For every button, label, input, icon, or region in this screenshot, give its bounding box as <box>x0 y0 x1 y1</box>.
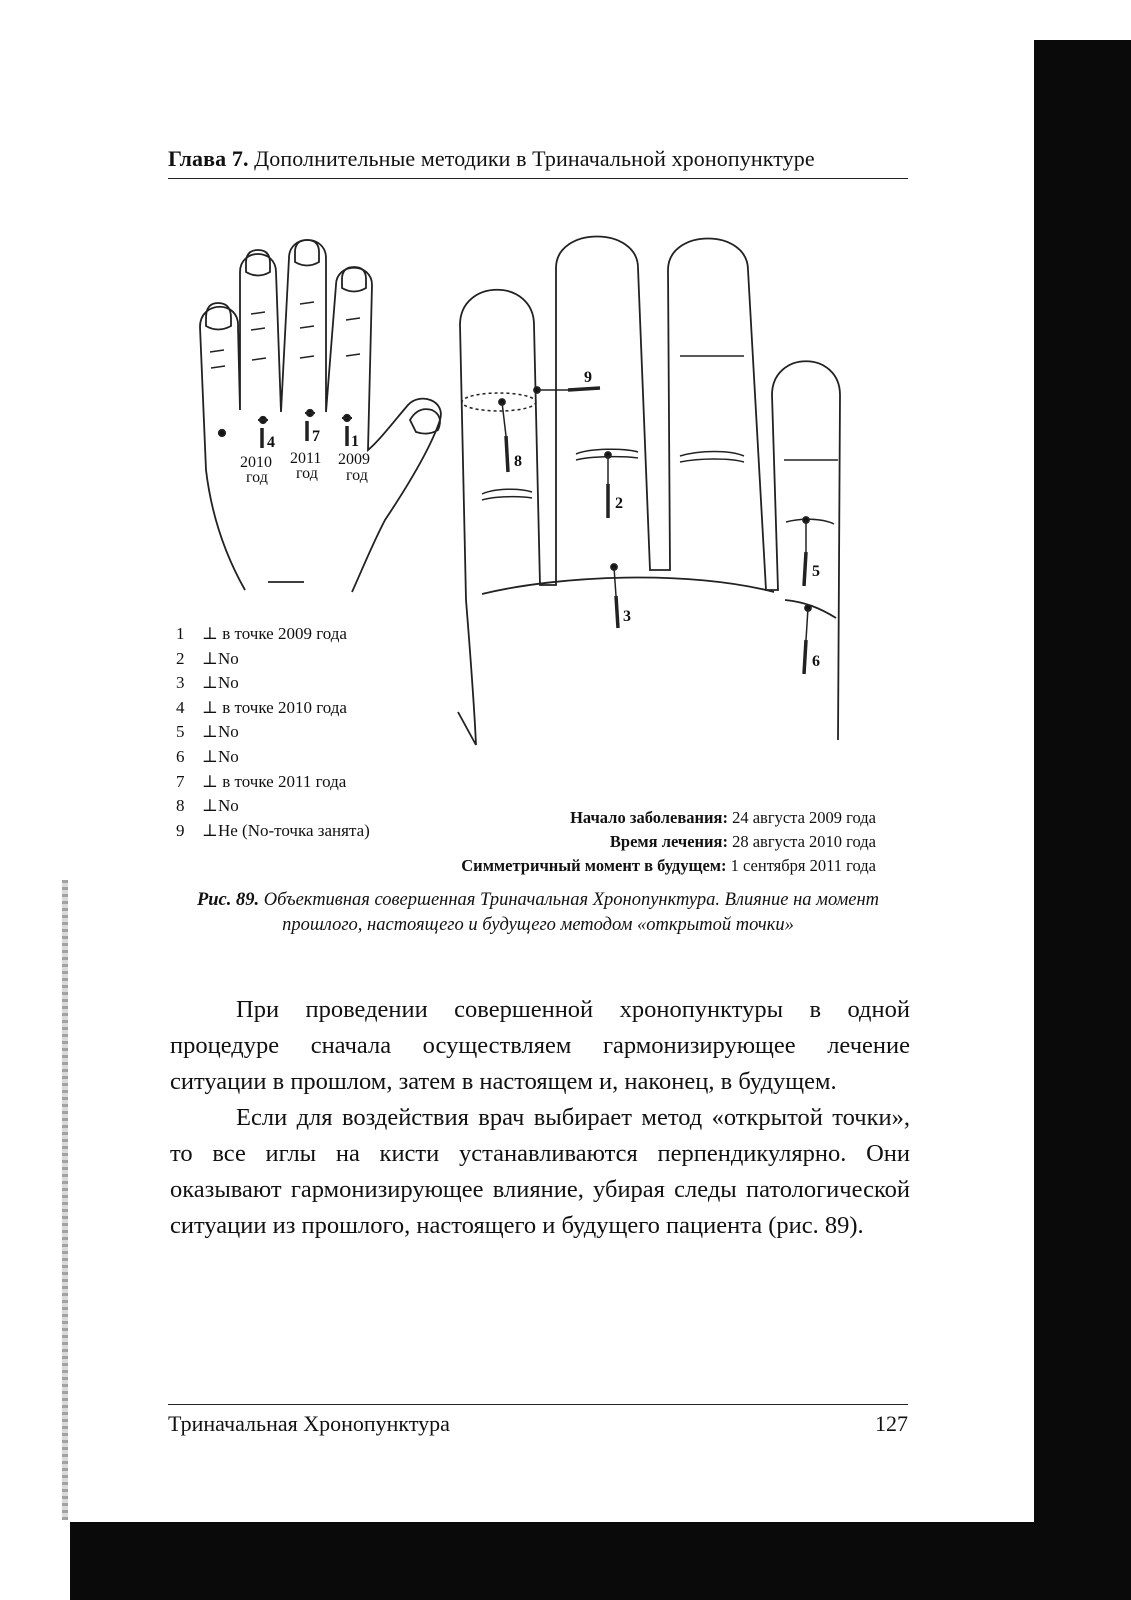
date-value: 24 августа 2009 года <box>727 808 876 827</box>
figure-legend <box>176 622 370 843</box>
legend-number: 8 <box>176 796 185 816</box>
figure-number: Рис. 89. <box>196 890 260 910</box>
running-footer <box>168 1404 908 1437</box>
body-text <box>170 992 910 1244</box>
legend-number: 9 <box>176 820 185 840</box>
paragraph: При проведении совершенной хронопунктуры в одной процедуре сначала осуществляем гармонизирующее лечение ситуации в прошлом, затем в настоящем и, наконец, в будущем. <box>170 996 910 1095</box>
small-hand-text <box>240 428 370 486</box>
legend-row <box>176 794 370 819</box>
date-value: 1 сентября 2011 года <box>726 856 876 875</box>
small-hand-year-word: год <box>346 467 368 484</box>
needle-label: 5 <box>812 563 820 580</box>
legend-number: 6 <box>176 746 185 766</box>
legend-row <box>176 696 370 721</box>
legend-row <box>176 770 370 795</box>
date-label: Симметричный момент в будущем: <box>461 856 727 875</box>
small-hand-year-word: год <box>246 469 268 486</box>
chapter-number: Глава 7. <box>168 146 249 171</box>
legend-number: 3 <box>176 673 185 693</box>
legend-number: 4 <box>176 697 185 717</box>
small-hand-year: 2009 <box>338 451 370 468</box>
legend-text: ⊥No <box>202 746 239 766</box>
needle-label: 3 <box>623 608 631 625</box>
big-hand-needles <box>499 387 811 674</box>
legend-text: ⊥No <box>202 796 239 816</box>
legend-row <box>176 819 370 844</box>
small-hand-year: 2011 <box>290 450 322 467</box>
footer-book-title: Триначальная Хронопунктура <box>168 1411 450 1436</box>
legend-text: ⊥No <box>202 722 239 742</box>
date-value: 28 августа 2010 года <box>727 832 876 851</box>
legend-text: ⊥No <box>202 673 239 693</box>
small-hand-points <box>219 410 352 448</box>
nail-middle-finger <box>295 240 319 266</box>
date-label: Начало заболевания: <box>570 808 728 827</box>
big-hand-outline <box>460 237 840 746</box>
needle-label: 8 <box>514 453 522 470</box>
small-hand-outline <box>200 240 441 592</box>
page-number: 127 <box>875 1411 908 1436</box>
needle-label: 2 <box>615 495 623 512</box>
big-hand-thumb-edge <box>458 712 476 745</box>
big-hand-text <box>514 369 820 670</box>
finger-creases <box>462 356 838 524</box>
legend-row <box>176 720 370 745</box>
legend-number: 1 <box>176 624 185 643</box>
small-hand-year-word: год <box>296 465 318 482</box>
legend-row <box>176 745 370 770</box>
legend-row <box>176 671 370 696</box>
legend-text: ⊥ в точке 2010 года <box>202 697 347 717</box>
needle-label: 9 <box>584 369 592 386</box>
legend-row <box>176 622 370 647</box>
figure-caption <box>168 888 908 938</box>
figure-caption-text: Объективная совершенная Триначальная Хронопунктура. Влияние на момент прошлого, настоящего и будущего методом «открытой точки» <box>259 890 880 935</box>
legend-text: ⊥No <box>202 648 239 668</box>
legend-number: 7 <box>176 771 185 791</box>
small-hand-point-number: 1 <box>351 433 359 450</box>
treatment-dates <box>360 806 876 878</box>
palm-crease <box>482 578 774 594</box>
legend-number: 2 <box>176 648 185 668</box>
needle-label: 6 <box>812 653 820 670</box>
chapter-title: Дополнительные методики в Триначальной хронопунктуре <box>254 146 815 171</box>
legend-text: ⊥ в точке 2009 года <box>202 624 347 643</box>
small-hand-year: 2010 <box>240 454 272 471</box>
date-label: Время лечения: <box>609 832 728 851</box>
date-row <box>360 854 876 878</box>
legend-row <box>176 647 370 672</box>
paragraph: Если для воздействия врач выбирает метод «открытой точки», то все иглы на кисти устанавливаются перпендикулярно. Они оказывают гармонизирующее влияние, убирая следы патологической ситуации из прошлого, настоящего и будущего пациента (рис. 89). <box>170 1104 910 1239</box>
legend-text: ⊥Не (No-точка занята) <box>202 820 370 840</box>
legend-number: 5 <box>176 722 185 742</box>
date-row <box>360 830 876 854</box>
small-hand-point-number: 4 <box>267 434 275 451</box>
date-row <box>360 806 876 830</box>
small-hand-point-number: 7 <box>312 428 320 445</box>
legend-text: ⊥ в точке 2011 года <box>202 771 347 791</box>
nail-index-finger <box>342 267 366 292</box>
